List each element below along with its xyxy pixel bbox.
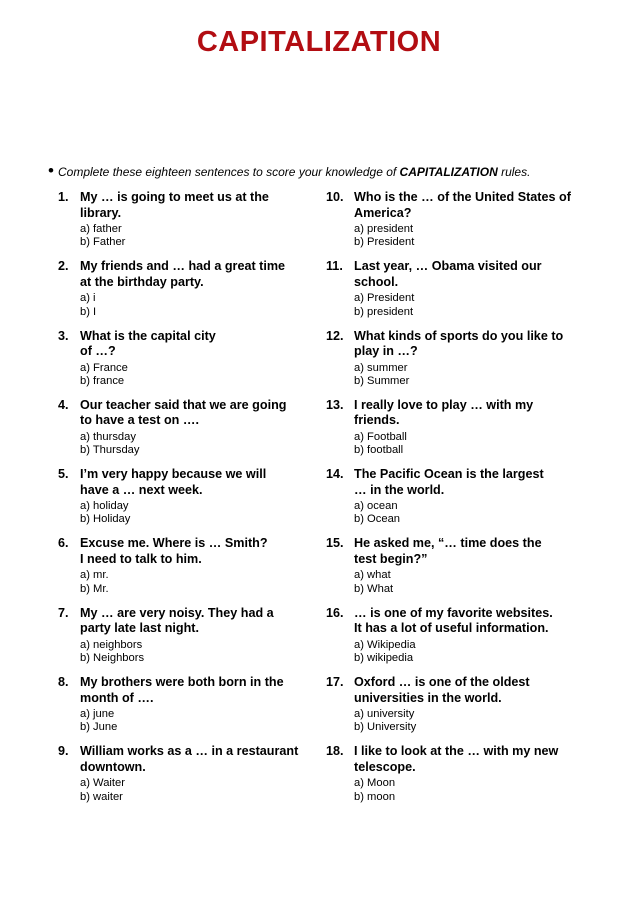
question-item [58,467,313,536]
answer-option-a[interactable]: a) neighbors [80,638,143,651]
instructions-text-start: Complete these eighteen sentences to score your knowledge of [58,165,400,179]
answer-option-b[interactable]: b) waiter [80,790,123,803]
question-line: library. [80,205,122,220]
question-number: 8. [58,675,69,690]
answer-options [80,777,125,803]
question-line: month of …. [80,690,154,705]
question-line: My friends and … had a great time [80,259,286,274]
question-line: … in the world. [354,482,445,497]
question-line: play in …? [354,344,418,359]
question-text [354,190,586,221]
question-number: 4. [58,397,69,412]
answer-options [354,362,409,388]
question-text [80,536,312,567]
answer-option-b[interactable]: b) president [354,305,414,318]
question-text [354,259,586,290]
answer-option-b[interactable]: b) University [354,721,417,734]
question-line: telescope. [354,759,416,774]
question-line: My brothers were both born in the [80,675,284,690]
question-line: It has a lot of useful information. [354,621,549,636]
answer-option-b[interactable]: b) Neighbors [80,651,145,664]
question-item [58,606,313,675]
questions-left-column [58,190,313,814]
question-line: The Pacific Ocean is the largest [354,467,544,482]
answer-option-b[interactable]: b) Holiday [80,513,131,526]
answer-option-a[interactable]: a) President [354,292,415,305]
answer-option-a[interactable]: a) university [354,708,415,721]
question-text [354,675,586,706]
answer-option-a[interactable]: a) France [80,361,128,374]
question-item [326,744,586,813]
question-line: I like to look at the … with my new [354,744,559,759]
answer-options [80,362,128,388]
answer-option-b[interactable]: b) france [80,374,125,387]
question-item [326,190,586,259]
question-line: Oxford … is one of the oldest [354,675,530,690]
question-number: 1. [58,190,69,204]
answer-options [354,777,395,803]
question-line: friends. [354,413,400,428]
answer-option-a[interactable]: a) summer [354,361,408,374]
question-text [354,536,586,567]
answer-option-a[interactable]: a) ocean [354,500,398,513]
question-item [58,744,313,813]
answer-option-a[interactable]: a) mr. [80,569,109,582]
answer-option-b[interactable]: b) moon [354,790,396,803]
question-number: 11. [326,259,343,274]
question-line: to have a test on …. [80,413,199,428]
question-line: Who is the … of the United States of [354,190,571,204]
question-line: school. [354,274,399,289]
question-line: My … are very noisy. They had a [80,605,274,620]
answer-option-a[interactable]: a) i [80,292,96,305]
question-text [354,329,586,360]
answer-option-a[interactable]: a) thursday [80,430,136,443]
question-line: test begin?” [354,551,428,566]
question-line: I’m very happy because we will [80,467,267,482]
answer-options [354,431,407,457]
answer-option-b[interactable]: b) Ocean [354,513,401,526]
question-item [326,398,586,467]
question-text [80,675,312,706]
answer-options [354,569,393,595]
question-item [58,190,313,259]
answer-option-a[interactable]: a) Football [354,430,407,443]
answer-option-b[interactable]: b) President [354,236,415,249]
question-number: 16. [326,605,344,620]
answer-options [354,708,416,734]
question-item [326,329,586,398]
answer-options [354,500,400,526]
question-number: 7. [58,605,69,620]
question-item [58,259,313,328]
question-text [80,190,312,221]
answer-option-a[interactable]: a) president [354,223,414,235]
question-number: 17. [326,675,344,690]
question-item [326,606,586,675]
question-item [58,536,313,605]
question-number: 10. [326,190,344,204]
bullet-icon: • [48,161,54,180]
answer-options [80,500,130,526]
page-title: CAPITALIZATION [196,26,442,58]
question-line: I really love to play … with my [354,397,534,412]
answer-options [80,569,109,595]
answer-options [354,223,414,249]
question-text [80,744,312,775]
question-line: have a … next week. [80,482,203,497]
question-item [326,259,586,328]
answer-option-b[interactable]: b) What [354,582,394,595]
answer-option-b[interactable]: b) football [354,444,404,457]
question-line: America? [354,205,412,220]
answer-option-b[interactable]: b) Father [80,236,126,249]
answer-option-b[interactable]: b) I [80,305,97,318]
question-number: 13. [326,397,344,412]
question-line: He asked me, “… time does the [354,536,542,551]
question-text [80,606,312,637]
question-text [354,467,586,498]
answer-options [354,292,414,318]
question-item [58,329,313,398]
question-line: I need to talk to him. [80,551,202,566]
answer-option-b[interactable]: b) Summer [354,374,410,387]
question-line: … is one of my favorite websites. [354,605,553,620]
question-number: 14. [326,467,344,482]
question-number: 5. [58,467,69,482]
answer-option-a[interactable]: a) Moon [354,777,396,790]
answer-option-a[interactable]: a) holiday [80,500,129,513]
answer-options [80,431,140,457]
question-number: 12. [326,328,344,343]
question-number: 3. [58,328,69,343]
question-number: 15. [326,536,344,551]
question-item [58,675,313,744]
question-line: Our teacher said that we are going [80,397,287,412]
question-text [354,606,586,637]
question-line: party late last night. [80,621,199,636]
question-number: 2. [58,259,69,274]
answer-option-b[interactable]: b) June [80,721,118,734]
question-text [354,744,586,775]
question-line: universities in the world. [354,690,502,705]
answer-options [354,639,416,665]
answer-option-a[interactable]: a) Waiter [80,777,125,790]
question-item [326,467,586,536]
answer-options [80,292,96,318]
answer-option-a[interactable]: a) Wikipedia [354,638,416,651]
question-text [80,398,312,429]
question-line: at the birthday party. [80,274,204,289]
question-text [80,329,312,360]
question-text [354,398,586,429]
answer-option-b[interactable]: b) Thursday [80,444,140,457]
question-line: What is the capital city [80,328,216,343]
questions-right-column [326,190,586,814]
question-text [80,259,312,290]
answer-option-a[interactable]: a) what [354,569,391,582]
question-line: Last year, … Obama visited our [354,259,542,274]
answer-options [80,223,125,249]
question-text [80,467,312,498]
question-number: 6. [58,536,69,551]
instructions-emphasis: CAPITALIZATION [399,165,498,179]
answer-option-b[interactable]: b) wikipedia [354,651,414,664]
answer-options [80,708,117,734]
question-line: Excuse me. Where is … Smith? [80,536,268,551]
question-line: William works as a … in a restaurant [80,744,299,759]
instructions [48,161,531,180]
instructions-text-end: rules. [497,165,531,179]
question-item [326,675,586,744]
answer-option-a[interactable]: a) june [80,708,115,721]
answer-options [80,639,144,665]
question-number: 9. [58,744,69,759]
question-item [326,536,586,605]
question-number: 18. [326,744,344,759]
question-line: My … is going to meet us at the [80,190,269,204]
question-line: downtown. [80,759,146,774]
answer-option-a[interactable]: a) father [80,223,122,235]
question-item [58,398,313,467]
question-line: of …? [80,344,116,359]
question-line: What kinds of sports do you like to [354,328,564,343]
answer-option-b[interactable]: b) Mr. [80,582,109,595]
